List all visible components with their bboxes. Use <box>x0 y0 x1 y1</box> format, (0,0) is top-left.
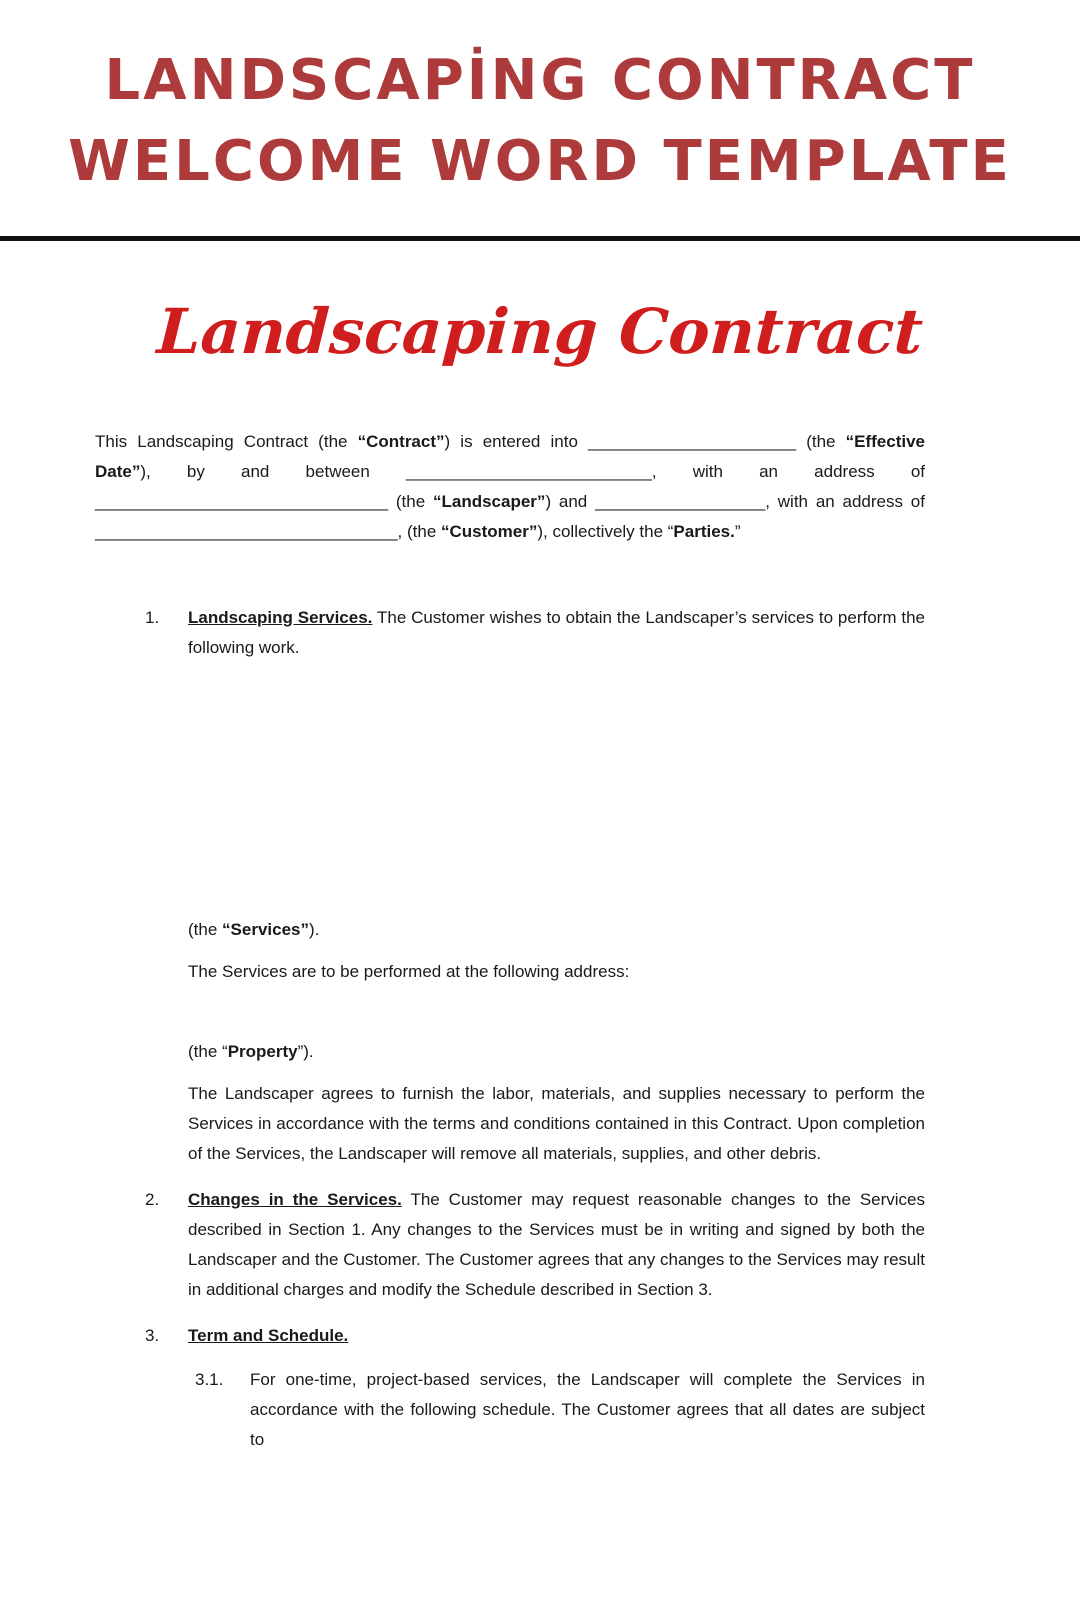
text-segment: Property <box>227 1041 298 1061</box>
contract-script-title: Landscaping Contract <box>155 295 925 369</box>
divider-rule <box>0 236 1080 241</box>
text-segment: ”). <box>297 1041 314 1061</box>
text-segment: (the “ <box>188 1041 228 1061</box>
section-1-paragraph: The Landscaper agrees to furnish the labor, materials, and supplies necessary to perform the Services in accordance with the terms and conditions contained in this Contract. Upon completion of the Services, the Landscaper will remove all materials, supplies, and other debris. <box>188 1083 925 1163</box>
text-segment: ). <box>308 919 320 939</box>
section-3-1-text: For one-time, project-based services, the Landscaper will complete the Services in accordance with the following schedule. The Customer agrees that all dates are subject to <box>250 1369 925 1449</box>
text-segment: (the <box>188 919 223 939</box>
template-banner <box>0 0 1080 202</box>
services-blank-area <box>95 677 925 915</box>
text-segment: “Contract” <box>357 431 445 451</box>
text-segment: “Effective Date” <box>95 431 925 481</box>
section-1-text <box>188 603 925 663</box>
section-3-number: 3. <box>145 1325 160 1345</box>
text-segment: “Customer” <box>441 521 538 541</box>
section-1-number: 1. <box>145 607 160 627</box>
section-3-heading <box>188 1321 925 1351</box>
section-2-item <box>95 1185 925 1305</box>
property-label <box>188 1037 925 1067</box>
text-segment: “Landscaper” <box>433 491 546 511</box>
text-segment: ) is entered into ______________________ (the <box>444 431 846 451</box>
text-segment: This Landscaping Contract (the <box>95 431 358 451</box>
text-segment: The Customer wishes to obtain the Landscaper’s services to perform the following work. <box>188 607 926 657</box>
banner-title-line1: LANDSCAPİNG CONTRACT <box>104 48 976 113</box>
text-segment: Changes in the Services. <box>188 1189 402 1209</box>
text-segment: ” <box>734 521 741 541</box>
section-2-number: 2. <box>145 1189 160 1209</box>
contract-body <box>0 427 1080 1455</box>
services-label <box>188 915 925 945</box>
section-3-1-number: 3.1. <box>195 1369 224 1389</box>
text-segment: ) and __________________, with an address of ________________________________, (the <box>95 491 925 541</box>
section-3-1-item <box>95 1365 925 1455</box>
section-1-item <box>95 603 925 663</box>
text-segment: ), by and between __________________________, with an address of _______________________________ (the <box>95 461 925 511</box>
text-segment: “Services” <box>222 919 309 939</box>
text-segment: Landscaping Services. <box>188 607 373 627</box>
banner-title-line2: WELCOME WORD TEMPLATE <box>68 129 1012 195</box>
intro-paragraph <box>95 427 925 547</box>
services-address-line: The Services are to be performed at the following address: <box>188 961 630 981</box>
text-segment: Term and Schedule. <box>188 1325 349 1345</box>
text-segment: ), collectively the “ <box>537 521 674 541</box>
section-2-text <box>188 1185 925 1305</box>
text-segment: Parties. <box>673 521 735 541</box>
text-segment: The Customer may request reasonable changes to the Services described in Section 1. Any changes to the Services must be in writing and signed by both the Landscaper and the Customer. The Customer agrees that any changes to the Services may result in additional charges and modify the Schedule described in Section 3. <box>188 1189 926 1299</box>
address-blank-area <box>95 987 925 1037</box>
section-3-item <box>95 1321 925 1351</box>
